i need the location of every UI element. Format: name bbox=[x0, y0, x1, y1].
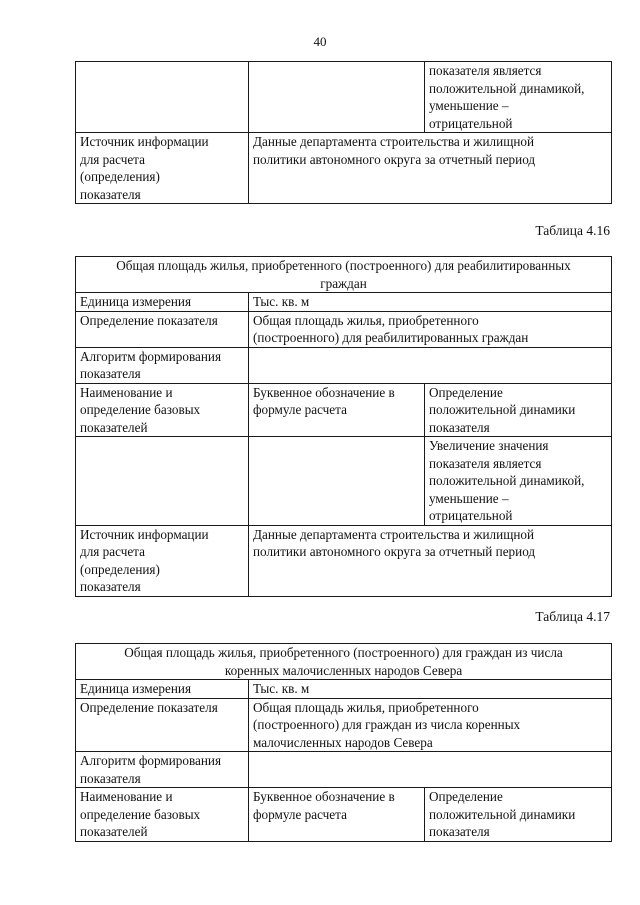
table-caption-4-17: Таблица 4.17 bbox=[535, 609, 610, 624]
table-row bbox=[76, 698, 612, 752]
cell-base-definition: Определение положительной динамики показателя bbox=[425, 788, 612, 842]
cell-dynamics-text: Увеличение значения показателя является положительной динамикой, уменьшение – отрицательной bbox=[425, 437, 612, 526]
cell-definition-value: Общая площадь жилья, приобретенного (построенного) для граждан из числа коренных малочисленных народов Севера bbox=[249, 698, 612, 752]
cell-definition-value: Общая площадь жилья, приобретенного (построенного) для реабилитированных граждан bbox=[249, 311, 612, 347]
cell-source-value: Данные департамента строительства и жилищной политики автономного округа за отчетный период bbox=[249, 525, 612, 596]
cell-base-label: Наименование и определение базовых показателей bbox=[76, 788, 249, 842]
table-row bbox=[76, 347, 612, 383]
cell-source-label: Источник информации для расчета (определения) показателя bbox=[76, 133, 249, 204]
table-row bbox=[76, 788, 612, 842]
table-continuation bbox=[75, 61, 612, 204]
cell-algorithm-value bbox=[249, 752, 612, 788]
table-row bbox=[76, 525, 612, 596]
cell-algorithm-label: Алгоритм формирования показателя bbox=[76, 347, 249, 383]
table-row bbox=[76, 752, 612, 788]
table-row bbox=[76, 383, 612, 437]
cell-empty bbox=[76, 62, 249, 133]
cell-base-definition: Определение положительной динамики показателя bbox=[425, 383, 612, 437]
page-number: 40 bbox=[313, 34, 327, 49]
cell-base-symbol: Буквенное обозначение в формуле расчета bbox=[249, 383, 425, 437]
table-row bbox=[76, 644, 612, 680]
cell-unit-label: Единица измерения bbox=[76, 680, 249, 699]
table-row bbox=[76, 437, 612, 526]
cell-dynamics-text: показателя является положительной динамикой, уменьшение – отрицательной bbox=[425, 62, 612, 133]
cell-empty bbox=[76, 437, 249, 526]
table-row bbox=[76, 133, 612, 204]
cell-algorithm-value bbox=[249, 347, 612, 383]
cell-empty bbox=[249, 62, 425, 133]
table-row bbox=[76, 311, 612, 347]
cell-base-symbol: Буквенное обозначение в формуле расчета bbox=[249, 788, 425, 842]
cell-unit-label: Единица измерения bbox=[76, 293, 249, 312]
cell-unit-value: Тыс. кв. м bbox=[249, 293, 612, 312]
table-row bbox=[76, 257, 612, 293]
cell-definition-label: Определение показателя bbox=[76, 698, 249, 752]
table-title: Общая площадь жилья, приобретенного (построенного) для реабилитированных граждан bbox=[76, 257, 612, 293]
table-title: Общая площадь жилья, приобретенного (построенного) для граждан из числа коренных малочисленных народов Севера bbox=[76, 644, 612, 680]
cell-algorithm-label: Алгоритм формирования показателя bbox=[76, 752, 249, 788]
cell-base-label: Наименование и определение базовых показателей bbox=[76, 383, 249, 437]
table-4-17 bbox=[75, 643, 612, 842]
cell-unit-value: Тыс. кв. м bbox=[249, 680, 612, 699]
table-row bbox=[76, 293, 612, 312]
cell-source-value: Данные департамента строительства и жилищной политики автономного округа за отчетный период bbox=[249, 133, 612, 204]
table-row bbox=[76, 680, 612, 699]
cell-definition-label: Определение показателя bbox=[76, 311, 249, 347]
cell-empty bbox=[249, 437, 425, 526]
cell-source-label: Источник информации для расчета (определения) показателя bbox=[76, 525, 249, 596]
table-caption-4-16: Таблица 4.16 bbox=[535, 223, 610, 238]
table-row bbox=[76, 62, 612, 133]
table-4-16 bbox=[75, 256, 612, 597]
